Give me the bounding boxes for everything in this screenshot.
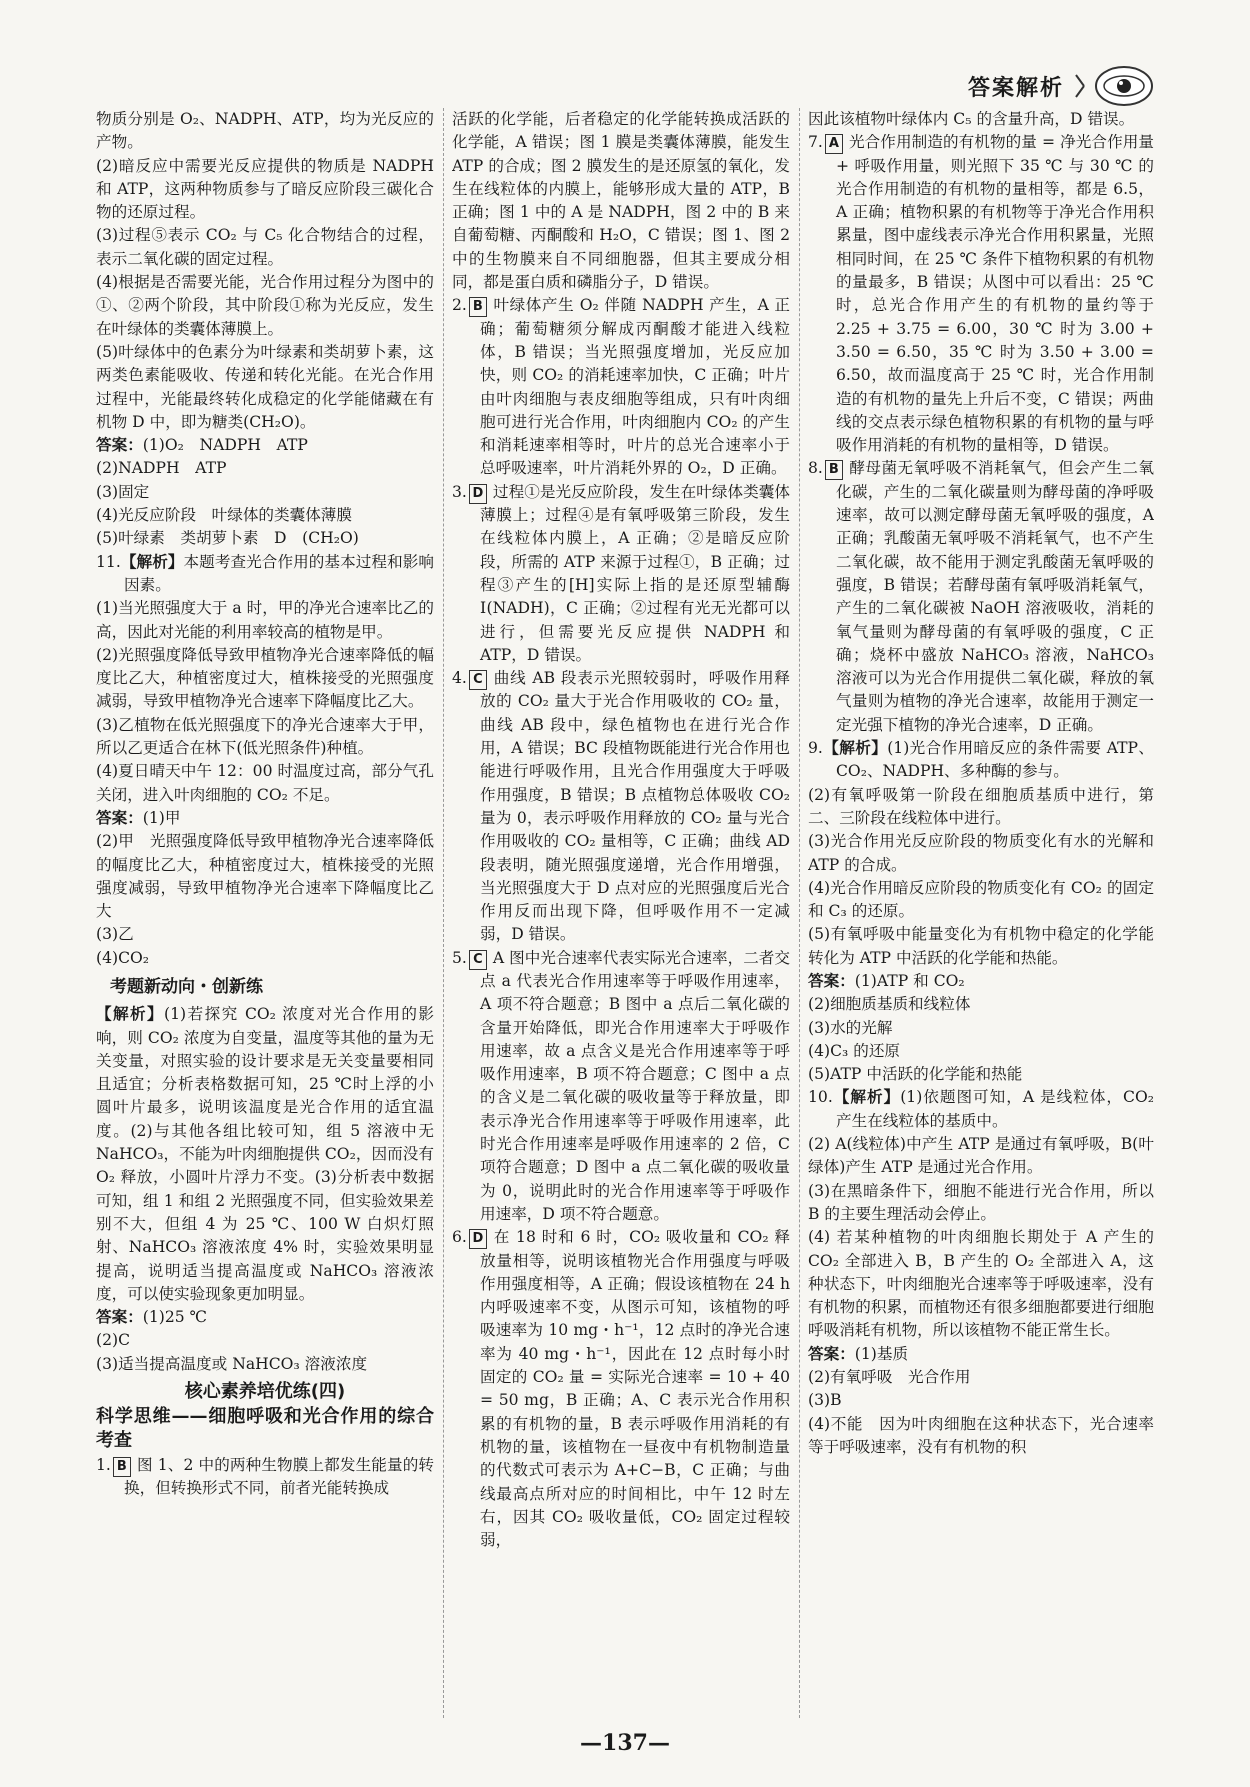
paragraph-text: (1)光合作用暗反应的条件需要 ATP、CO₂、NADPH、多种酶的参与。 xyxy=(836,739,1154,781)
paragraph-text: (2)光照强度降低导致甲植物净光合速率降低的幅度比乙大，种植密度过大，植株接受的光照强度减弱，导致甲植物净光合速率下降幅度比乙大。 xyxy=(96,645,434,711)
question-number: 9. xyxy=(808,739,823,758)
paragraph-text: 物质分别是 O₂、NADPH、ATP，均为光反应的产物。 xyxy=(96,110,434,152)
column-divider xyxy=(443,108,444,1718)
answer-paragraph xyxy=(96,830,434,923)
answer-paragraph xyxy=(96,481,434,504)
paragraph-text: (2)有氧呼吸 光合作用 xyxy=(808,1368,971,1387)
paragraph-text: 本题考查光合作用的基本过程和影响因素。 xyxy=(124,552,434,594)
answer-paragraph xyxy=(96,527,434,550)
question-number: 2. xyxy=(452,296,467,315)
answer-paragraph xyxy=(96,644,434,714)
paragraph-text: (3)B xyxy=(808,1391,842,1410)
label-tag: 答案： xyxy=(96,808,143,827)
answer-choice-badge: B xyxy=(469,297,487,317)
paragraph-text: 曲线 AB 段表示光照较弱时，呼吸作用释放的 CO₂ 量大于光合作用吸收的 CO₂ 量，曲线 AB 段中，绿色植物也在进行光合作用，A 错误；BC 段植物既能进行光合作用也能进行呼吸作用，且光合作用强度大于呼吸作用强度，B 错误；B 点植物总体吸收 CO₂ 量为 0，表示呼吸作用释放的 CO₂ 量与光合作用吸收的 CO₂ 量相等，C 正确；曲线 AD 段表明，随光照强度递增，光合作用增强，当光照强度大于 D 点对应的光照强度后光合作用反而出现下降，但呼吸作用不一定减弱，D 错误。 xyxy=(480,669,790,944)
answer-paragraph xyxy=(96,108,434,155)
question-item xyxy=(452,1226,790,1552)
paragraph-text: (3)过程⑤表示 CO₂ 与 C₅ 化合物结合的过程，表示二氧化碳的固定过程。 xyxy=(96,226,434,268)
answer-paragraph xyxy=(96,760,434,807)
answer-paragraph xyxy=(808,923,1154,970)
eye-logo-icon xyxy=(1074,63,1158,109)
paragraph-text: (4)夏日晴天中午 12：00 时温度过高，部分气孔关闭，进入叶肉细胞的 CO₂ 不足。 xyxy=(96,762,434,804)
paragraph-text: (1)25 ℃ xyxy=(142,1308,208,1327)
question-item xyxy=(808,1086,1154,1133)
paragraph-text: (1)若探究 CO₂ 浓度对光合作用的影响，则 CO₂ 浓度为自变量，温度等其他的量为无关变量，对照实验的设计要求是无关变量要相同且适宜；分析表格数据可知，25 ℃时上浮的小圆叶片最多，说明该温度是光合作用的适宜温度。(2)与其他各组比较可知，组 5 溶液中无 NaHCO₃，不能为叶肉细胞提供 CO₂，因而没有 O₂ 释放，小圆叶片浮力不变。(3)分析表中数据可知，组 1 和组 2 光照强度不同，但实验效果差别不大，但组 4 为 25 ℃、100 W 白炽灯照射、NaHCO₃ 溶液浓度 4% 时，实验效果明显提高，说明适当提高温度或 NaHCO₃ 溶液浓度，可以使实验现象更加明显。 xyxy=(96,1005,434,1303)
answer-paragraph xyxy=(96,155,434,225)
question-item xyxy=(452,667,790,947)
answer-paragraph xyxy=(808,1366,1154,1389)
answer-paragraph xyxy=(96,1353,434,1376)
answer-paragraph xyxy=(96,1003,434,1306)
paragraph-text: 光合作用制造的有机物的量 = 净光合作用量 + 呼吸作用量，则光照下 35 ℃ 与 30 ℃ 的光合作用制造的有机物的量相等，都是 6.5，A 正确；植物积累的有机物等于净光合作用积累量，图中虚线表示净光合作用积累量，光照相同时间，在 25 ℃ 条件下植物积累的有机物的量最多，B 错误；从图中可以看出：25 ℃ 时，总光合作用产生的有机物的量约等于 2.25 + 3.75 = 6.00，30 ℃ 时为 3.00 + 3.50 = 6.50，35 ℃ 时为 3.50 + 3.00 = 6.50，故而温度高于 25 ℃ 时，光合作用制造的有机物的量先上升后不变，C 错误；两曲线的交点表示绿色植物积累的有机物的量与呼吸作用消耗的有机物的量相等，D 错误。 xyxy=(836,133,1154,455)
paragraph-text: (3)乙 xyxy=(96,925,134,944)
paragraph-text: (1)依题图可知，A 是线粒体，CO₂ 产生在线粒体的基质中。 xyxy=(836,1088,1154,1130)
question-number: 1. xyxy=(96,1455,111,1474)
section-title: 核心素养培优练(四) xyxy=(184,1381,346,1403)
question-item xyxy=(452,294,790,480)
column-left xyxy=(96,108,434,1718)
column-middle xyxy=(452,108,790,1718)
answer-paragraph xyxy=(96,434,434,457)
paragraph-text: 过程①是光反应阶段，发生在叶绿体类囊体薄膜上；过程④是有氧呼吸第三阶段，发生在线粒体内膜上，A 正确；②是暗反应阶段，所需的 ATP 来源于过程①，B 正确；过程③产生的[H]实际上指的是还原型辅酶Ⅰ(NADH)，C 正确；②过程有光无光都可以进行，但需要光反应提供 NADPH 和 ATP，D 错误。 xyxy=(480,482,790,664)
answer-paragraph xyxy=(808,1017,1154,1040)
answer-paragraph xyxy=(808,1133,1154,1180)
answer-paragraph xyxy=(96,923,434,946)
answer-paragraph xyxy=(808,993,1154,1016)
answer-paragraph xyxy=(96,271,434,341)
answer-paragraph xyxy=(808,1413,1154,1460)
question-number: 8. xyxy=(808,459,823,478)
paragraph-text: (1)甲 xyxy=(142,808,181,827)
page-header xyxy=(968,56,1158,116)
question-item xyxy=(808,131,1154,457)
answer-paragraph xyxy=(808,1389,1154,1412)
label-tag: 【解析】 xyxy=(822,739,888,758)
answer-paragraph xyxy=(96,947,434,970)
paragraph-text: (3)在黑暗条件下，细胞不能进行光合作用，所以 B 的主要生理活动会停止。 xyxy=(808,1181,1154,1223)
paragraph-text: 酵母菌无氧呼吸不消耗氧气，但会产生二氧化碳，产生的二氧化碳量则为酵母菌的净呼吸速率，故可以测定酵母菌无氧呼吸的强度，A 正确；乳酸菌无氧呼吸不消耗氧气，也不产生二氧化碳，故不能用于测定乳酸菌无氧呼吸的强度，B 错误；若酵母菌有氧呼吸消耗氧气，产生的二氧化碳被 NaOH 溶液吸收，消耗的氧气量则为酵母菌的有氧呼吸的强度，C 正确；烧杯中盛放 NaHCO₃ 溶液，NaHCO₃ 溶液可以为光合作用提供二氧化碳，释放的氧气量则为植物的净光合速率，故能用于测定一定光强下植物的净光合速率，D 正确。 xyxy=(836,459,1154,734)
column-divider xyxy=(799,108,800,1718)
label-tag: 【解析】 xyxy=(96,1005,165,1024)
section-heading: 考题新动向・创新练 xyxy=(110,976,263,997)
label-tag: 答案： xyxy=(808,971,855,990)
paragraph-text: (3)固定 xyxy=(96,482,150,501)
answer-paragraph xyxy=(96,807,434,830)
answer-paragraph xyxy=(96,504,434,527)
question-number: 3. xyxy=(452,482,467,501)
answer-paragraph xyxy=(96,597,434,644)
paragraph-text: (1)基质 xyxy=(854,1344,909,1363)
paragraph-text: (2)NADPH ATP xyxy=(96,459,227,478)
paragraph-text: (4)光合作用暗反应阶段的物质变化有 CO₂ 的固定和 C₃ 的还原。 xyxy=(808,878,1154,921)
answer-paragraph xyxy=(808,1180,1154,1227)
paragraph-text: (1)O₂ NADPH ATP xyxy=(142,436,308,455)
paragraph-text: (3)适当提高温度或 NaHCO₃ 溶液浓度 xyxy=(96,1354,368,1373)
answer-paragraph xyxy=(808,970,1154,993)
paragraph-text: (3)乙植物在低光照强度下的净光合速率大于甲，所以乙更适合在林下(低光照条件)种植。 xyxy=(96,715,434,758)
paragraph-text: (4)C₃ 的还原 xyxy=(808,1041,901,1060)
answer-paragraph xyxy=(808,1226,1154,1342)
label-tag: 答案： xyxy=(96,1308,143,1327)
answer-paragraph xyxy=(808,108,1154,131)
answer-paragraph xyxy=(808,830,1154,877)
paragraph-text: (2) A(线粒体)中产生 ATP 是通过有氧呼吸，B(叶绿体)产生 ATP 是通过光合作用。 xyxy=(808,1135,1154,1177)
question-item xyxy=(808,457,1154,737)
answer-paragraph xyxy=(808,1063,1154,1086)
paragraph-text: (5)叶绿素 类胡萝卜素 D (CH₂O) xyxy=(96,529,359,548)
paragraph-text: (2)暗反应中需要光反应提供的物质是 NADPH 和 ATP，这两种物质参与了暗反应阶段三碳化合物的还原过程。 xyxy=(96,156,434,222)
answer-paragraph xyxy=(808,1040,1154,1063)
answer-paragraph xyxy=(96,457,434,480)
answer-choice-badge: B xyxy=(825,460,843,480)
section-subtitle: 科学思维——细胞呼吸和光合作用的综合考查 xyxy=(96,1406,434,1451)
paragraph-text: 图 1、2 中的两种生物膜上都发生能量的转换，但转换形式不同，前者光能转换成 xyxy=(124,1455,434,1498)
paragraph-text: (4) 若某种植物的叶肉细胞长期处于 A 产生的 CO₂ 全部进入 B，B 产生的 O₂ 全部进入 A，这种状态下，叶肉细胞光合速率等于呼吸速率，没有有机物的积累，而植物还有很多细胞都要进行细胞呼吸消耗有机物，所以该植物不能正常生长。 xyxy=(808,1228,1154,1340)
answer-paragraph xyxy=(96,714,434,761)
question-item xyxy=(452,947,790,1227)
answer-paragraph xyxy=(96,1306,434,1329)
paragraph-text: (5)叶绿体中的色素分为叶绿素和类胡萝卜素，这两类色素能吸收、传递和转化光能。在光合作用过程中，光能最终转化成稳定的化学能储藏在有机物 D 中，即为糖类(CH₂O)。 xyxy=(96,342,434,431)
paragraph-text: A 图中光合速率代表实际光合速率，二者交点 a 代表光合作用速率等于呼吸作用速率，A 项不符合题意；B 图中 a 点后二氧化碳的含量开始降低，即光合作用速率大于呼吸作用速率，故 a 点含义是光合作用速率等于呼吸作用速率，B 项不符合题意；C 图中 a 点的含义是二氧化碳的吸收量等于释放量，即表示净光合作用速率等于呼吸作用速率，此时光合作用速率是呼吸作用速率的 2 倍，C 项符合题意；D 图中 a 点二氧化碳的吸收量为 0，说明此时的光合作用速率等于呼吸作用速率，D 项不符合题意。 xyxy=(480,948,790,1223)
paragraph-text: 在 18 时和 6 时，CO₂ 吸收量和 CO₂ 释放量相等，说明该植物光合作用强度与呼吸作用强度相等，A 正确；假设该植物在 24 h 内呼吸速率不变，从图示可知，该植物的呼吸速率为 10 mg・h⁻¹，12 点时的净光合速率为 40 mg・h⁻¹，因此在 12 点时每小时固定的 CO₂ 量 = 实际光合速率 = 10 + 40 = 50 mg，B 正确；A、C 表示光合作用积累的有机物的量，B 表示呼吸作用消耗的有机物的量，该植物在一昼夜中有机物制造量的代数式可表示为 A+C−B，C 正确；与曲线最高点所对应的时间相比，中午 12 时左右，因其 CO₂ 吸收量低，CO₂ 固定过程较弱， xyxy=(480,1228,790,1550)
answer-choice-badge: D xyxy=(469,1229,487,1249)
paragraph-text: (4)根据是否需要光能，光合作用过程分为图中的①、②两个阶段，其中阶段①称为光反应，发生在叶绿体的类囊体薄膜上。 xyxy=(96,273,434,338)
paragraph-text: (5)ATP 中活跃的化学能和热能 xyxy=(808,1065,1023,1084)
answer-paragraph xyxy=(808,784,1154,831)
label-tag: 【解析】 xyxy=(120,552,184,571)
paragraph-text: (2)有氧呼吸第一阶段在细胞质基质中进行，第二、三阶段在线粒体中进行。 xyxy=(808,785,1154,827)
question-number: 4. xyxy=(452,669,467,688)
answer-paragraph xyxy=(808,877,1154,924)
paragraph-text: 叶绿体产生 O₂ 伴随 NADPH 产生，A 正确；葡萄糖须分解成丙酮酸才能进入线粒体，B 错误；当光照强度增加，光反应加快，则 CO₂ 的消耗速率加快，C 正确；叶片由叶肉细胞与表皮细胞等组成，只有叶肉细胞可进行光合作用，叶肉细胞内 CO₂ 的产生和消耗速率相等时，叶片的总光合速率小于总呼吸速率，叶片消耗外界的 O₂，D 正确。 xyxy=(480,296,790,478)
page-number: —137— xyxy=(580,1730,670,1756)
paragraph-text: (4)光反应阶段 叶绿体的类囊体薄膜 xyxy=(96,506,352,525)
column-right xyxy=(808,108,1154,1718)
answer-choice-badge: C xyxy=(469,670,487,690)
answer-paragraph xyxy=(452,108,790,294)
paragraph-text: (2)C xyxy=(96,1331,131,1350)
paragraph-text: (3)光合作用光反应阶段的物质变化有水的光解和 ATP 的合成。 xyxy=(808,832,1154,874)
question-number: 7. xyxy=(808,133,823,152)
paragraph-text: (3)水的光解 xyxy=(808,1018,893,1037)
paragraph-text: (5)有氧呼吸中能量变化为有机物中稳定的化学能转化为 ATP 中活跃的化学能和热能。 xyxy=(808,925,1154,967)
paragraph-text: 活跃的化学能，后者稳定的化学能转换成活跃的化学能，A 错误；图 1 膜是类囊体薄膜，能发生 ATP 的合成；图 2 膜发生的是还原氢的氧化，发生在线粒体的内膜上，能够形成大量的 ATP，B 正确；图 1 中的 A 是 NADPH，图 2 中的 B 来自葡萄糖、丙酮酸和 H₂O，C 错误；图 1、图 2 中的生物膜来自不同细胞器，但其主要成分相同，都是蛋白质和磷脂分子，D 错误。 xyxy=(452,110,790,292)
question-item xyxy=(452,481,790,667)
question-number: 11. xyxy=(96,552,121,571)
paragraph-text: (1)当光照强度大于 a 时，甲的净光合速率比乙的高，因此对光能的利用率较高的植物是甲。 xyxy=(96,599,434,641)
paragraph-text: (2)甲 光照强度降低导致甲植物净光合速率降低的幅度比乙大，种植密度过大，植株接受的光照强度减弱，导致甲植物净光合速率下降幅度比乙大 xyxy=(96,832,434,921)
header-title: 答案解析 xyxy=(967,75,1064,101)
paragraph-text: (4)CO₂ xyxy=(96,948,150,967)
label-tag: 答案： xyxy=(96,436,143,455)
paragraph-text: (1)ATP 和 CO₂ xyxy=(854,971,965,990)
answer-paragraph xyxy=(96,1329,434,1352)
label-tag: 【解析】 xyxy=(832,1088,901,1107)
question-number: 6. xyxy=(452,1228,467,1247)
question-item xyxy=(808,737,1154,784)
question-item xyxy=(96,551,434,598)
answer-choice-badge: B xyxy=(113,1457,131,1477)
answer-choice-badge: A xyxy=(825,134,843,154)
answer-paragraph xyxy=(96,224,434,271)
paragraph-text: (2)细胞质基质和线粒体 xyxy=(808,995,971,1014)
answer-paragraph xyxy=(96,341,434,434)
paragraph-text: 因此该植物叶绿体内 C₅ 的含量升高，D 错误。 xyxy=(808,110,1135,128)
answer-paragraph xyxy=(808,1343,1154,1366)
paragraph-text: (4)不能 因为叶肉细胞在这种状态下，光合速率等于呼吸速率，没有有机物的积 xyxy=(808,1414,1154,1456)
question-item xyxy=(96,1454,434,1501)
question-number: 10. xyxy=(808,1088,833,1107)
question-number: 5. xyxy=(452,948,467,967)
answer-choice-badge: D xyxy=(469,484,487,504)
answer-choice-badge: C xyxy=(469,950,487,970)
label-tag: 答案： xyxy=(808,1344,855,1363)
